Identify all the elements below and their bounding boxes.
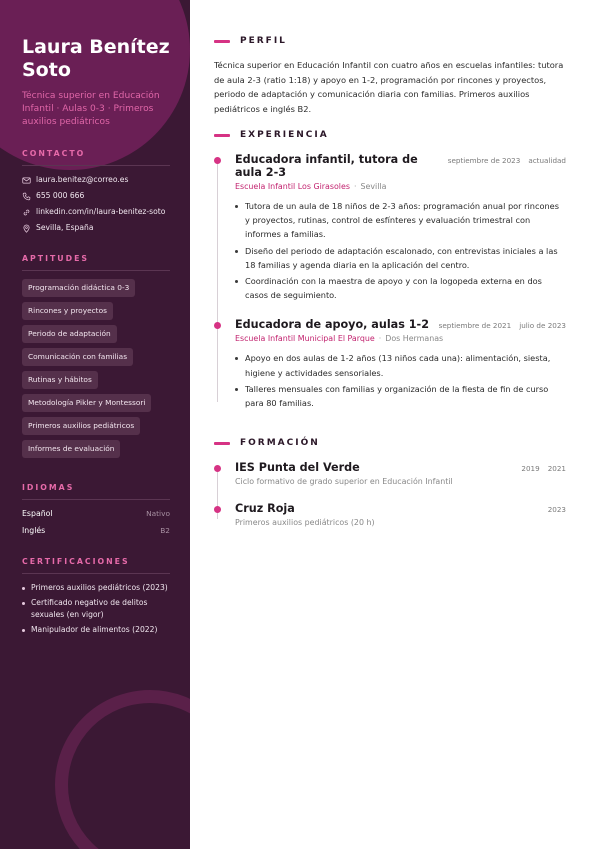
- job-bullet: Talleres mensuales con familias y organización de la fiesta de fin de curso para 80 familias.: [235, 382, 566, 410]
- certifications-list: [22, 582, 170, 636]
- education-timeline: [214, 461, 566, 527]
- candidate-headline: Técnica superior en Educación Infantil · Aulas 0-3 · Primeros auxilios pediátricos: [22, 91, 160, 127]
- language-name: Español: [22, 509, 53, 518]
- languages-heading: IDIOMAS: [22, 483, 170, 500]
- experience-heading-text: EXPERIENCIA: [240, 130, 329, 140]
- timeline-dot: [214, 506, 221, 513]
- certification-item: Certificado negativo de delitos sexuales (en vigor): [22, 597, 170, 621]
- education-end: 2023: [547, 505, 566, 515]
- job-bullet: Apoyo en dos aulas de 1-2 años (13 niños cada una): alimentación, siesta, higiene y actividades sensoriales.: [235, 351, 566, 379]
- education-dates: [521, 464, 566, 473]
- job-bullet: Coordinación con la maestra de apoyo y con la logopeda externa en dos casos de seguimiento.: [235, 274, 566, 302]
- job-bullets: [235, 199, 566, 302]
- language-level: Nativo: [146, 509, 170, 518]
- contact-email[interactable]: [22, 174, 170, 186]
- summary-heading-text: PERFIL: [240, 36, 287, 46]
- institution-name: Cruz Roja: [235, 502, 295, 516]
- education-item: [235, 461, 566, 486]
- job-bullets: [235, 351, 566, 410]
- language-row: [22, 525, 170, 537]
- education-section: [214, 438, 566, 527]
- job-end: actualidad: [528, 156, 566, 165]
- job-employer: Escuela Infantil Municipal El Parque · Dos Hermanas: [235, 334, 444, 344]
- skill-chip: Programación didáctica 0-3: [22, 279, 135, 297]
- certification-item: Primeros auxilios pediátricos (2023): [22, 582, 170, 594]
- employer-name: Escuela Infantil Municipal El Parque: [235, 334, 375, 344]
- experience-heading: [214, 130, 566, 140]
- education-dates: [548, 505, 566, 514]
- job-end: julio de 2023: [519, 321, 566, 331]
- summary-heading: [214, 36, 566, 46]
- candidate-name: Laura Benítez Soto: [22, 36, 170, 81]
- link-icon: [22, 206, 36, 218]
- skills-list: [22, 279, 170, 463]
- language-level: B2: [160, 526, 170, 535]
- map-pin-icon: [22, 222, 36, 234]
- timeline-dot: [214, 465, 221, 472]
- skill-chip: Metodología Pikler y Montessori: [22, 394, 151, 412]
- education-heading-text: FORMACIÓN: [240, 438, 320, 449]
- heading-accent-bar: [214, 134, 230, 137]
- education-item: [235, 502, 566, 527]
- experience-section: [214, 130, 566, 410]
- education-heading: [214, 438, 566, 448]
- heading-accent-bar: [214, 442, 230, 445]
- timeline-dot: [214, 157, 221, 164]
- skill-chip: Primeros auxilios pediátricos: [22, 417, 140, 435]
- language-row: [22, 508, 170, 520]
- contact-email-text: laura.benitez@correo.es: [36, 175, 129, 184]
- employer-location: Dos Hermanas: [385, 334, 444, 344]
- job-start: septiembre de 2021: [438, 321, 512, 331]
- job-title: Educadora infantil, tutora de aula 2-3: [235, 153, 418, 179]
- skill-chip: Rutinas y hábitos: [22, 371, 98, 389]
- education-detail: Primeros auxilios pediátricos (20 h): [235, 518, 375, 528]
- skill-chip: Rincones y proyectos: [22, 302, 113, 320]
- job-employer: Escuela Infantil Los Girasoles · Sevilla: [235, 182, 387, 191]
- skills-section: [22, 254, 170, 463]
- heading-accent-bar: [214, 40, 230, 43]
- contact-section: [22, 149, 170, 234]
- education-detail: Ciclo formativo de grado superior en Educación Infantil: [235, 477, 453, 487]
- sidebar: [0, 0, 190, 849]
- languages-section: [22, 483, 170, 537]
- job-dates: [439, 321, 566, 330]
- phone-icon: [22, 190, 36, 202]
- employer-location: Sevilla: [360, 182, 387, 191]
- institution-name: IES Punta del Verde: [235, 461, 360, 475]
- job-dates: [448, 156, 566, 165]
- skill-chip: Periodo de adaptación: [22, 325, 117, 343]
- education-end: 2021: [547, 464, 566, 474]
- contact-location-text: Sevilla, España: [36, 223, 94, 232]
- experience-timeline: [214, 153, 566, 410]
- job-start: septiembre de 2023: [447, 156, 521, 165]
- experience-item: [235, 153, 566, 302]
- education-start: 2019: [521, 464, 540, 474]
- summary-section: [214, 36, 566, 116]
- employer-name: Escuela Infantil Los Girasoles: [235, 182, 350, 191]
- language-name: Inglés: [22, 526, 46, 535]
- certifications-heading: CERTIFICACIONES: [22, 557, 170, 574]
- job-bullet: Diseño del periodo de adaptación escalonado, con entrevistas iniciales a las 18 familias y agenda diaria en la aplicación del centro.: [235, 244, 566, 272]
- contact-linkedin[interactable]: [22, 206, 170, 218]
- skill-chip: Comunicación con familias: [22, 348, 133, 366]
- envelope-icon: [22, 174, 36, 186]
- main-content: [214, 36, 566, 543]
- contact-location: [22, 222, 170, 234]
- experience-item: [235, 318, 566, 410]
- certification-item: Manipulador de alimentos (2022): [22, 624, 170, 636]
- contact-heading: CONTACTO: [22, 149, 170, 166]
- timeline-dot: [214, 322, 221, 329]
- decorative-ring: [55, 690, 190, 849]
- certifications-section: [22, 557, 170, 636]
- summary-text: Técnica superior en Educación Infantil con cuatro años en escuelas infantiles: tutora de aula 2-3 (ratio 1:18) y apoyo en 1-2, programación por rincones y proyectos, periodo de adaptación y comunicación diaria con familias. Primeros auxilios pediátricos e inglés B2.: [214, 60, 564, 114]
- contact-phone[interactable]: [22, 190, 170, 202]
- contact-phone-text: 655 000 666: [36, 191, 85, 200]
- skills-heading: APTITUDES: [22, 254, 170, 271]
- skill-chip: Informes de evaluación: [22, 440, 120, 458]
- job-bullet: Tutora de un aula de 18 niños de 2-3 años: programación anual por rincones y proyectos, rutinas, control de esfínteres y evaluación trimestral con informes a familias.: [235, 199, 566, 242]
- job-title: Educadora de apoyo, aulas 1-2: [235, 318, 429, 332]
- contact-linkedin-text: linkedin.com/in/laura-benitez-soto: [36, 207, 166, 216]
